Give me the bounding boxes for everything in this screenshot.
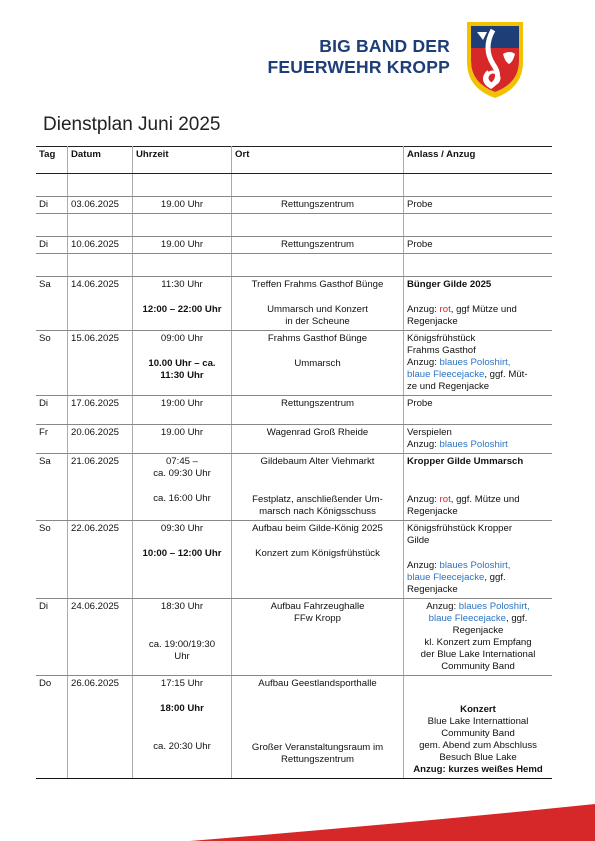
dress-code-2: Regenjacke [407, 316, 458, 327]
location-concert-2: in der Scheune [285, 316, 350, 327]
cell-datum: 20.06.2025 [68, 425, 133, 454]
cell-datum: 24.06.2025 [68, 599, 133, 676]
dress-jacket: blaue Fleecejacke [407, 369, 485, 380]
location-meet: Gildebaum Alter Viehmarkt [260, 456, 375, 467]
cell-uhrzeit: 19:00 Uhr [133, 396, 232, 425]
cell-tag: Fr [36, 425, 68, 454]
table-row [36, 425, 552, 454]
location-evening: Großer Veranstaltungsraum im [251, 742, 384, 753]
dress-code-2 [407, 572, 549, 584]
cell-ort: Wagenrad Groß Rheide [232, 425, 404, 454]
cell-anlass [404, 521, 553, 599]
dress-rest: , ggf. [484, 572, 506, 583]
event-line-4: Besuch Blue Lake [439, 752, 517, 763]
spacer-row [36, 174, 552, 197]
cell-anlass: Probe [404, 197, 553, 214]
cell-uhrzeit [133, 521, 232, 599]
dress-label: Anzug: [407, 357, 440, 368]
time-concert: 10:00 – 12:00 Uhr [142, 548, 222, 559]
dress-code [407, 560, 549, 572]
location-meet: Treffen Frahms Gasthof Bünge [251, 279, 384, 290]
dress-color: rot [439, 304, 451, 315]
cell-anlass: Probe [404, 396, 553, 425]
location-setup: Aufbau Geestlandsporthalle [258, 678, 377, 689]
time-march: 10.00 Uhr – ca. [148, 358, 216, 369]
event-line-2: der Blue Lake International [420, 649, 536, 660]
time-concert: ca. 19:00/19:30 [148, 639, 216, 650]
dress-code [407, 357, 549, 369]
dress-shirt: blaues Poloshirt [439, 439, 508, 450]
band-name-line2: FEUERWEHR KROPP [267, 57, 450, 77]
time-concert: 18:00 Uhr [160, 703, 204, 714]
location-evening-2: Rettungszentrum [280, 754, 355, 765]
event-line-3: Community Band [441, 661, 515, 672]
location-meet: Frahms Gasthof Bünge [267, 333, 368, 344]
dress-code-2 [407, 369, 549, 381]
dress-code: Anzug: kurzes weißes Hemd [413, 764, 543, 775]
dress-label: Anzug: [426, 601, 459, 612]
header-tag: Tag [36, 147, 68, 174]
time-start: 07:45 – [165, 456, 198, 467]
event-line-2: Community Band [441, 728, 515, 739]
location-festplatz-2: marsch nach Königsschuss [259, 506, 376, 517]
event-line: Blue Lake Internattional [427, 716, 529, 727]
cell-anlass [404, 277, 553, 331]
cell-tag: Di [36, 599, 68, 676]
dress-label: Anzug: [407, 439, 440, 450]
time-concert: 12:00 – 22:00 Uhr [142, 304, 222, 315]
time-evening: ca. 20:30 Uhr [153, 741, 211, 752]
event-line: kl. Konzert zum Empfang [424, 637, 532, 648]
dress-code [407, 439, 549, 451]
table-row [36, 277, 552, 331]
dress-label: Anzug: [407, 494, 440, 505]
cell-uhrzeit [133, 599, 232, 676]
location-concert: Konzert zum Königsfrühstück [255, 548, 380, 559]
cell-anlass [404, 676, 553, 779]
dress-code [407, 601, 549, 613]
band-name [267, 36, 450, 78]
dress-code-3: Regenjacke [452, 625, 504, 636]
cell-datum: 26.06.2025 [68, 676, 133, 779]
dress-code-2: Regenjacke [407, 506, 458, 517]
cell-datum: 15.06.2025 [68, 331, 133, 396]
cell-ort [232, 331, 404, 396]
event-name-2: Gilde [407, 535, 430, 546]
dress-code-2 [407, 613, 549, 625]
event-name: Königsfrühstück Kropper [407, 523, 513, 534]
cell-tag: Di [36, 197, 68, 214]
time-afternoon: ca. 16:00 Uhr [153, 493, 211, 504]
time-concert-2: Uhr [174, 651, 190, 662]
cell-anlass [404, 331, 553, 396]
header-ort: Ort [232, 147, 404, 174]
cell-datum: 21.06.2025 [68, 454, 133, 521]
location-festplatz: Festplatz, anschließender Um- [252, 494, 383, 505]
cell-uhrzeit: 19.00 Uhr [133, 197, 232, 214]
cell-datum: 03.06.2025 [68, 197, 133, 214]
location-setup-2: FFw Kropp [294, 613, 341, 624]
cell-tag: Sa [36, 454, 68, 521]
dress-color: rot [439, 494, 451, 505]
event-name: Konzert [460, 704, 496, 715]
event-name: Königsfrühstück [407, 333, 476, 344]
cell-datum: 10.06.2025 [68, 237, 133, 254]
dress-rest: , ggf. [506, 613, 528, 624]
location-setup: Aufbau beim Gilde-König 2025 [252, 523, 383, 534]
event-name: Kropper Gilde Ummarsch [407, 456, 524, 467]
cell-uhrzeit [133, 676, 232, 779]
cell-ort [232, 521, 404, 599]
time-start: 09:00 Uhr [160, 333, 204, 344]
table-row [36, 197, 552, 214]
header-uhrzeit: Uhrzeit [133, 147, 232, 174]
cell-tag: So [36, 331, 68, 396]
cell-datum: 22.06.2025 [68, 521, 133, 599]
cell-ort: Rettungszentrum [232, 237, 404, 254]
dress-rest: , ggf Mütze und [450, 304, 517, 315]
cell-tag: Do [36, 676, 68, 779]
cell-ort [232, 599, 404, 676]
dress-code-3: Regenjacke [407, 584, 458, 595]
header-anlass: Anlass / Anzug [404, 147, 553, 174]
cell-anlass [404, 454, 553, 521]
dress-jacket: blaue Fleecejacke [407, 572, 485, 583]
document-title: Dienstplan Juni 2025 [43, 114, 221, 135]
dress-label: Anzug: [407, 560, 440, 571]
table-row [36, 396, 552, 425]
dress-shirt: blaues Poloshirt, [458, 601, 530, 612]
event-line-3: gem. Abend zum Abschluss [419, 740, 537, 751]
dress-code [407, 494, 549, 506]
event-name: Verspielen [407, 427, 452, 438]
band-name-line1: BIG BAND DER [319, 36, 450, 56]
dress-shirt: blaues Poloshirt, [439, 357, 511, 368]
cell-datum: 14.06.2025 [68, 277, 133, 331]
time-setup: 18:30 Uhr [160, 601, 204, 612]
table-row [36, 676, 552, 779]
cell-ort [232, 676, 404, 779]
cell-uhrzeit: 19.00 Uhr [133, 425, 232, 454]
dress-rest: , ggf. Mütze und [450, 494, 520, 505]
time-start: 11:30 Uhr [161, 279, 203, 290]
cell-anlass [404, 599, 553, 676]
cell-ort: Rettungszentrum [232, 197, 404, 214]
time-setup: 17:15 Uhr [160, 678, 204, 689]
table-row [36, 237, 552, 254]
table-row [36, 521, 552, 599]
event-place: Frahms Gasthof [407, 345, 476, 356]
cell-tag: Sa [36, 277, 68, 331]
event-name: Bünger Gilde 2025 [407, 279, 492, 290]
dress-jacket: blaue Fleecejacke [428, 613, 506, 624]
cell-ort [232, 277, 404, 331]
location-march: Ummarsch [294, 358, 341, 369]
band-crest-logo [463, 18, 527, 100]
cell-uhrzeit: 19.00 Uhr [133, 237, 232, 254]
dress-shirt: blaues Poloshirt, [439, 560, 511, 571]
spacer-row [36, 214, 552, 237]
table-row [36, 599, 552, 676]
table-row [36, 454, 552, 521]
table-row [36, 331, 552, 396]
spacer-row [36, 254, 552, 277]
dress-code-3: ze und Regenjacke [407, 381, 490, 392]
time-start: 09:30 Uhr [160, 523, 204, 534]
cell-tag: Di [36, 396, 68, 425]
cell-uhrzeit [133, 454, 232, 521]
time-march-2: 11:30 Uhr [160, 370, 204, 381]
header-datum: Datum [68, 147, 133, 174]
dress-code [407, 304, 549, 316]
cell-anlass [404, 425, 553, 454]
cell-ort: Rettungszentrum [232, 396, 404, 425]
cell-tag: Di [36, 237, 68, 254]
location-setup: Aufbau Fahrzeughalle [270, 601, 365, 612]
time-start-2: ca. 09:30 Uhr [153, 468, 211, 479]
cell-uhrzeit [133, 331, 232, 396]
dress-rest: , ggf. Müt- [484, 369, 528, 380]
footer-swoosh [0, 790, 595, 841]
schedule-table [36, 146, 552, 779]
cell-uhrzeit [133, 277, 232, 331]
cell-datum: 17.06.2025 [68, 396, 133, 425]
table-header-row [36, 147, 552, 174]
cell-anlass: Probe [404, 237, 553, 254]
cell-ort [232, 454, 404, 521]
location-concert: Ummarsch und Konzert [267, 304, 368, 315]
cell-tag: So [36, 521, 68, 599]
dress-label: Anzug: [407, 304, 440, 315]
